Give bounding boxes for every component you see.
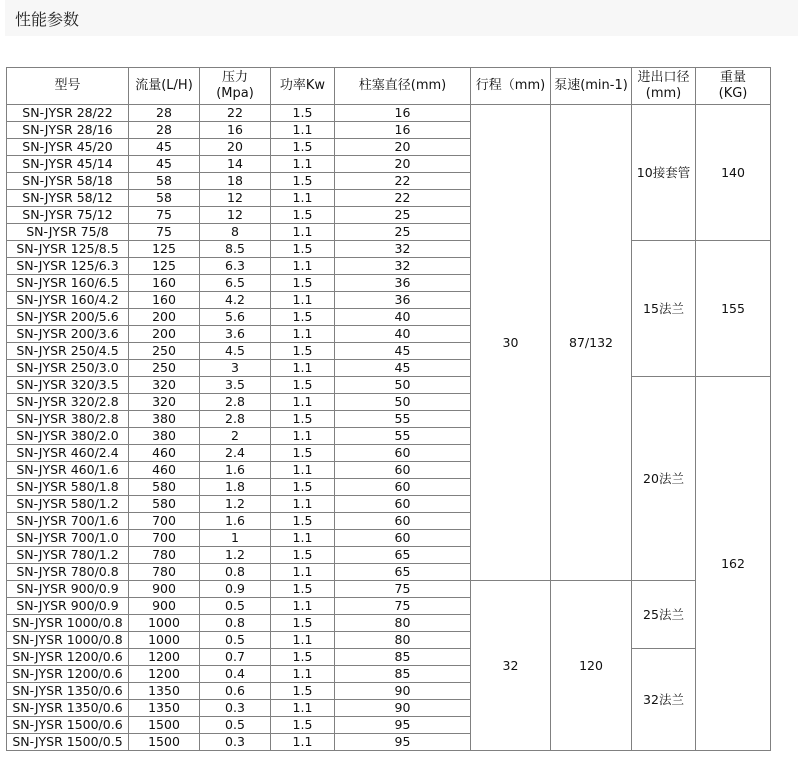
plunger-cell: 75 [335,598,471,615]
model-cell: SN-JYSR 1500/0.5 [7,734,129,751]
pressure-cell: 2.8 [200,411,271,428]
pressure-cell: 5.6 [200,309,271,326]
flow-cell: 1200 [129,666,200,683]
model-cell: SN-JYSR 780/1.2 [7,547,129,564]
plunger-cell: 60 [335,462,471,479]
flow-cell: 200 [129,326,200,343]
pressure-cell: 1.8 [200,479,271,496]
plunger-cell: 22 [335,190,471,207]
power-cell: 1.5 [271,717,335,734]
flow-cell: 380 [129,411,200,428]
plunger-cell: 32 [335,258,471,275]
plunger-cell: 25 [335,207,471,224]
power-cell: 1.5 [271,683,335,700]
model-cell: SN-JYSR 1350/0.6 [7,683,129,700]
flow-cell: 58 [129,173,200,190]
pressure-cell: 2 [200,428,271,445]
table-row [7,649,771,666]
stroke-cell: 30 [471,105,551,581]
plunger-cell: 60 [335,479,471,496]
spec-table-body [7,105,771,751]
flow-cell: 1350 [129,683,200,700]
pressure-cell: 0.5 [200,598,271,615]
pressure-cell: 1.2 [200,547,271,564]
flow-cell: 1000 [129,615,200,632]
power-cell: 1.1 [271,632,335,649]
port-size-cell: 15法兰 [632,241,696,377]
pressure-cell: 8.5 [200,241,271,258]
pressure-cell: 12 [200,190,271,207]
flow-cell: 1500 [129,717,200,734]
power-cell: 1.5 [271,411,335,428]
model-cell: SN-JYSR 125/6.3 [7,258,129,275]
model-cell: SN-JYSR 580/1.2 [7,496,129,513]
pressure-cell: 1 [200,530,271,547]
pressure-cell: 0.4 [200,666,271,683]
pressure-cell: 0.7 [200,649,271,666]
header-port [632,68,696,105]
flow-cell: 250 [129,360,200,377]
header-plunger: 柱塞直径(mm) [335,68,471,105]
header-weight [696,68,771,105]
power-cell: 1.5 [271,275,335,292]
plunger-cell: 20 [335,139,471,156]
pressure-cell: 6.5 [200,275,271,292]
power-cell: 1.5 [271,241,335,258]
pressure-cell: 1.6 [200,513,271,530]
model-cell: SN-JYSR 1200/0.6 [7,649,129,666]
model-cell: SN-JYSR 28/22 [7,105,129,122]
power-cell: 1.1 [271,530,335,547]
flow-cell: 320 [129,377,200,394]
plunger-cell: 16 [335,105,471,122]
model-cell: SN-JYSR 45/20 [7,139,129,156]
pressure-cell: 0.8 [200,615,271,632]
pressure-cell: 0.6 [200,683,271,700]
flow-cell: 580 [129,496,200,513]
model-cell: SN-JYSR 125/8.5 [7,241,129,258]
pressure-cell: 12 [200,207,271,224]
model-cell: SN-JYSR 900/0.9 [7,581,129,598]
power-cell: 1.1 [271,292,335,309]
pressure-cell: 1.2 [200,496,271,513]
power-cell: 1.1 [271,700,335,717]
plunger-cell: 75 [335,581,471,598]
pressure-cell: 1.6 [200,462,271,479]
flow-cell: 380 [129,428,200,445]
model-cell: SN-JYSR 200/3.6 [7,326,129,343]
stroke-cell: 32 [471,581,551,751]
flow-cell: 200 [129,309,200,326]
model-cell: SN-JYSR 160/6.5 [7,275,129,292]
flow-cell: 58 [129,190,200,207]
power-cell: 1.1 [271,224,335,241]
plunger-cell: 80 [335,615,471,632]
model-cell: SN-JYSR 380/2.0 [7,428,129,445]
pressure-cell: 8 [200,224,271,241]
model-cell: SN-JYSR 250/4.5 [7,343,129,360]
plunger-cell: 45 [335,343,471,360]
header-weight-line1: 重量 [719,70,746,85]
power-cell: 1.1 [271,122,335,139]
power-cell: 1.5 [271,581,335,598]
flow-cell: 160 [129,292,200,309]
flow-cell: 460 [129,462,200,479]
plunger-cell: 50 [335,377,471,394]
pressure-cell: 4.2 [200,292,271,309]
flow-cell: 250 [129,343,200,360]
model-cell: SN-JYSR 1350/0.6 [7,700,129,717]
header-port-line2: (mm) [645,86,682,101]
plunger-cell: 36 [335,275,471,292]
pressure-cell: 2.4 [200,445,271,462]
model-cell: SN-JYSR 58/18 [7,173,129,190]
plunger-cell: 32 [335,241,471,258]
power-cell: 1.1 [271,326,335,343]
speed-cell: 120 [551,581,632,751]
model-cell: SN-JYSR 780/0.8 [7,564,129,581]
port-size-cell: 20法兰 [632,377,696,581]
model-cell: SN-JYSR 1200/0.6 [7,666,129,683]
flow-cell: 125 [129,258,200,275]
flow-cell: 45 [129,139,200,156]
power-cell: 1.1 [271,496,335,513]
table-row [7,377,771,394]
power-cell: 1.1 [271,394,335,411]
power-cell: 1.5 [271,207,335,224]
table-row [7,105,771,122]
power-cell: 1.1 [271,428,335,445]
port-size-cell: 25法兰 [632,581,696,649]
power-cell: 1.1 [271,258,335,275]
power-cell: 1.5 [271,377,335,394]
weight-cell: 162 [696,377,771,751]
plunger-cell: 40 [335,326,471,343]
flow-cell: 460 [129,445,200,462]
header-flow: 流量(L/H) [129,68,200,105]
power-cell: 1.1 [271,598,335,615]
flow-cell: 900 [129,581,200,598]
pressure-cell: 22 [200,105,271,122]
speed-cell: 87/132 [551,105,632,581]
pressure-cell: 18 [200,173,271,190]
plunger-cell: 85 [335,666,471,683]
port-size-cell: 32法兰 [632,649,696,751]
pressure-cell: 14 [200,156,271,173]
power-cell: 1.5 [271,479,335,496]
spec-table [6,67,771,751]
header-stroke: 行程（mm) [471,68,551,105]
pressure-cell: 3 [200,360,271,377]
power-cell: 1.1 [271,190,335,207]
header-row [7,68,771,105]
section-title: 性能参数 [15,10,80,29]
flow-cell: 28 [129,105,200,122]
header-pressure-line2: (Mpa) [216,86,254,101]
plunger-cell: 80 [335,632,471,649]
pressure-cell: 3.5 [200,377,271,394]
plunger-cell: 25 [335,224,471,241]
flow-cell: 75 [129,224,200,241]
model-cell: SN-JYSR 900/0.9 [7,598,129,615]
header-port-line1: 进出口径 [637,70,690,85]
power-cell: 1.1 [271,734,335,751]
flow-cell: 160 [129,275,200,292]
flow-cell: 1200 [129,649,200,666]
power-cell: 1.5 [271,309,335,326]
flow-cell: 125 [129,241,200,258]
plunger-cell: 90 [335,683,471,700]
plunger-cell: 45 [335,360,471,377]
power-cell: 1.1 [271,666,335,683]
flow-cell: 320 [129,394,200,411]
flow-cell: 1500 [129,734,200,751]
pressure-cell: 0.9 [200,581,271,598]
model-cell: SN-JYSR 45/14 [7,156,129,173]
model-cell: SN-JYSR 460/1.6 [7,462,129,479]
header-pressure-line1: 压力 [221,70,248,85]
power-cell: 1.5 [271,173,335,190]
power-cell: 1.5 [271,445,335,462]
pressure-cell: 2.8 [200,394,271,411]
pressure-cell: 6.3 [200,258,271,275]
power-cell: 1.5 [271,139,335,156]
pressure-cell: 0.5 [200,632,271,649]
table-row [7,241,771,258]
plunger-cell: 60 [335,445,471,462]
plunger-cell: 95 [335,734,471,751]
plunger-cell: 65 [335,547,471,564]
port-size-cell: 10接套管 [632,105,696,241]
plunger-cell: 85 [335,649,471,666]
model-cell: SN-JYSR 75/8 [7,224,129,241]
header-pressure [200,68,271,105]
pressure-cell: 0.3 [200,700,271,717]
pressure-cell: 4.5 [200,343,271,360]
weight-cell: 155 [696,241,771,377]
pressure-cell: 0.8 [200,564,271,581]
flow-cell: 700 [129,513,200,530]
model-cell: SN-JYSR 320/2.8 [7,394,129,411]
pressure-cell: 16 [200,122,271,139]
header-power: 功率Kw [271,68,335,105]
power-cell: 1.5 [271,343,335,360]
flow-cell: 75 [129,207,200,224]
model-cell: SN-JYSR 1500/0.6 [7,717,129,734]
model-cell: SN-JYSR 320/3.5 [7,377,129,394]
plunger-cell: 90 [335,700,471,717]
weight-cell: 140 [696,105,771,241]
flow-cell: 700 [129,530,200,547]
pressure-cell: 0.5 [200,717,271,734]
pressure-cell: 0.3 [200,734,271,751]
flow-cell: 780 [129,547,200,564]
flow-cell: 45 [129,156,200,173]
pressure-cell: 20 [200,139,271,156]
model-cell: SN-JYSR 700/1.0 [7,530,129,547]
flow-cell: 580 [129,479,200,496]
model-cell: SN-JYSR 28/16 [7,122,129,139]
model-cell: SN-JYSR 1000/0.8 [7,632,129,649]
header-model: 型号 [7,68,129,105]
model-cell: SN-JYSR 380/2.8 [7,411,129,428]
flow-cell: 1350 [129,700,200,717]
plunger-cell: 40 [335,309,471,326]
plunger-cell: 36 [335,292,471,309]
flow-cell: 900 [129,598,200,615]
header-speed: 泵速(min-1) [551,68,632,105]
model-cell: SN-JYSR 460/2.4 [7,445,129,462]
flow-cell: 1000 [129,632,200,649]
flow-cell: 28 [129,122,200,139]
plunger-cell: 95 [335,717,471,734]
model-cell: SN-JYSR 75/12 [7,207,129,224]
power-cell: 1.1 [271,462,335,479]
model-cell: SN-JYSR 580/1.8 [7,479,129,496]
plunger-cell: 55 [335,428,471,445]
plunger-cell: 50 [335,394,471,411]
power-cell: 1.5 [271,513,335,530]
plunger-cell: 65 [335,564,471,581]
plunger-cell: 60 [335,530,471,547]
flow-cell: 780 [129,564,200,581]
power-cell: 1.1 [271,564,335,581]
model-cell: SN-JYSR 700/1.6 [7,513,129,530]
plunger-cell: 16 [335,122,471,139]
table-row [7,581,771,598]
pressure-cell: 3.6 [200,326,271,343]
power-cell: 1.5 [271,615,335,632]
model-cell: SN-JYSR 200/5.6 [7,309,129,326]
section-header [5,0,798,36]
power-cell: 1.5 [271,105,335,122]
power-cell: 1.1 [271,156,335,173]
power-cell: 1.5 [271,649,335,666]
model-cell: SN-JYSR 1000/0.8 [7,615,129,632]
plunger-cell: 55 [335,411,471,428]
model-cell: SN-JYSR 58/12 [7,190,129,207]
plunger-cell: 22 [335,173,471,190]
power-cell: 1.1 [271,360,335,377]
header-weight-line2: (KG) [718,86,748,101]
model-cell: SN-JYSR 250/3.0 [7,360,129,377]
plunger-cell: 60 [335,496,471,513]
model-cell: SN-JYSR 160/4.2 [7,292,129,309]
plunger-cell: 60 [335,513,471,530]
plunger-cell: 20 [335,156,471,173]
power-cell: 1.5 [271,547,335,564]
